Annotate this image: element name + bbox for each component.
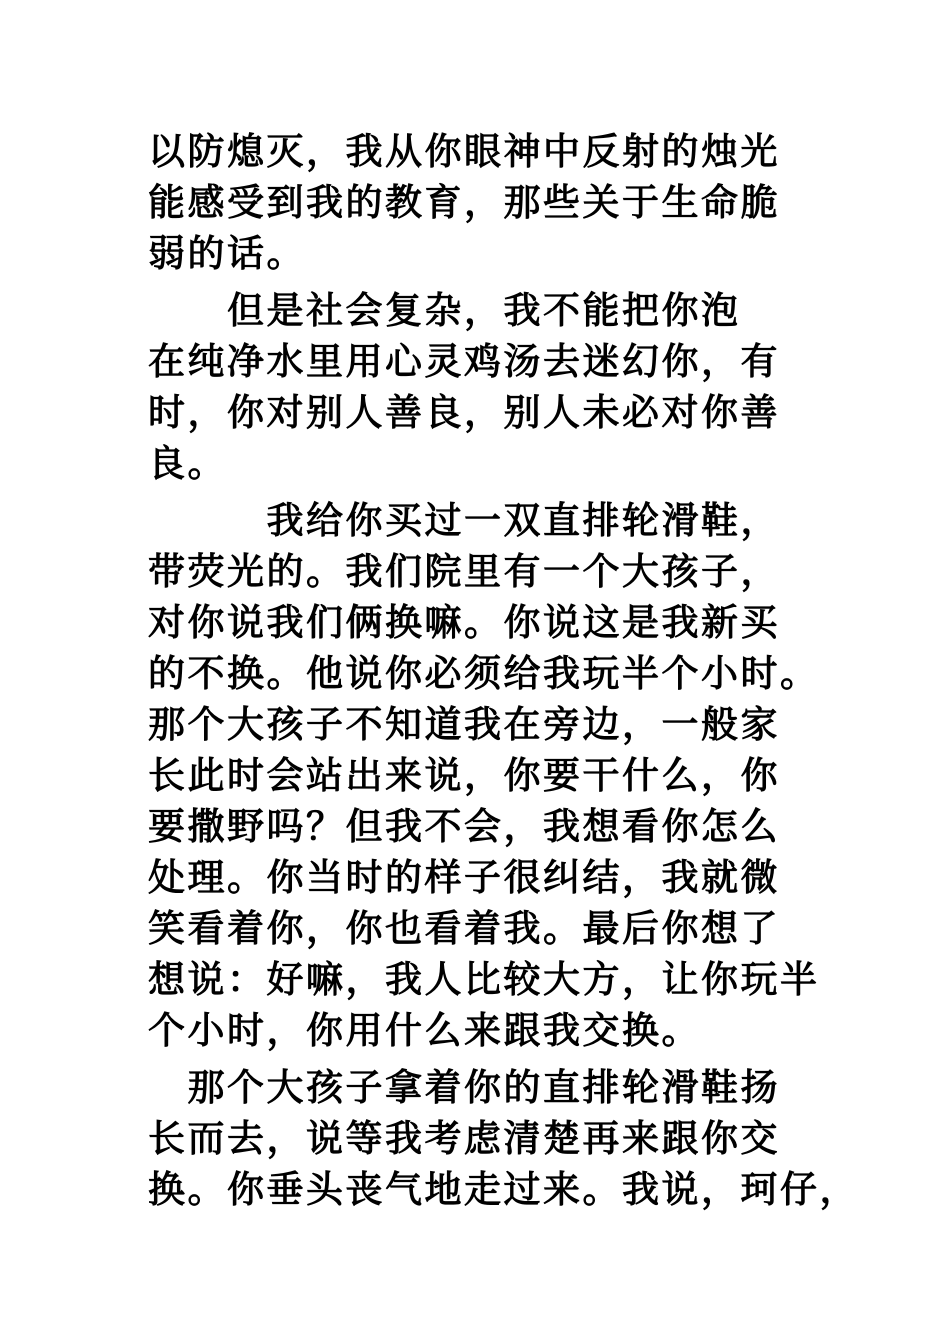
body-text (148, 126, 859, 1221)
text-line: 长而去，说等我考虑清楚再来跟你交 (148, 1116, 780, 1160)
paragraph-3 (148, 495, 848, 1056)
text-line: 处理。你当时的样子很纠结，我就微 (148, 855, 780, 899)
text-line: 能感受到我的教育，那些关于生命脆 (148, 180, 780, 224)
text-line: 要撒野吗？但我不会，我想看你怎么 (148, 804, 780, 848)
text-line: 长此时会站出来说，你要干什么，你 (148, 753, 780, 797)
text-line: 换。你垂头丧气地走过来。我说，珂仔， (148, 1167, 859, 1211)
text-line: 我给你买过一双直排轮滑鞋， (148, 498, 780, 542)
paragraph-2 (148, 285, 848, 489)
text-line: 的不换。他说你必须给我玩半个小时。 (148, 651, 820, 695)
text-line: 个小时，你用什么来跟我交换。 (148, 1008, 701, 1052)
text-line: 想说：好嘛，我人比较大方，让你玩半 (148, 957, 820, 1001)
paragraph-1 (148, 126, 848, 279)
text-line: 笑看着你，你也看着我。最后你想了 (148, 906, 780, 950)
text-line: 那个大孩子不知道我在旁边，一般家 (148, 702, 780, 746)
text-line: 弱的话。 (148, 231, 306, 275)
text-line: 带荧光的。我们院里有一个大孩子， (148, 549, 780, 593)
paragraph-4 (148, 1062, 859, 1215)
text-line: 但是社会复杂，我不能把你泡 (148, 288, 741, 332)
text-line: 对你说我们俩换嘛。你说这是我新买 (148, 600, 780, 644)
text-line: 那个大孩子拿着你的直排轮滑鞋扬 (148, 1065, 780, 1109)
text-line: 良。 (148, 441, 227, 485)
text-line: 以防熄灭，我从你眼神中反射的烛光 (148, 129, 780, 173)
text-line: 时，你对别人善良，别人未必对你善 (148, 390, 780, 434)
text-line: 在纯净水里用心灵鸡汤去迷幻你，有 (148, 339, 780, 383)
